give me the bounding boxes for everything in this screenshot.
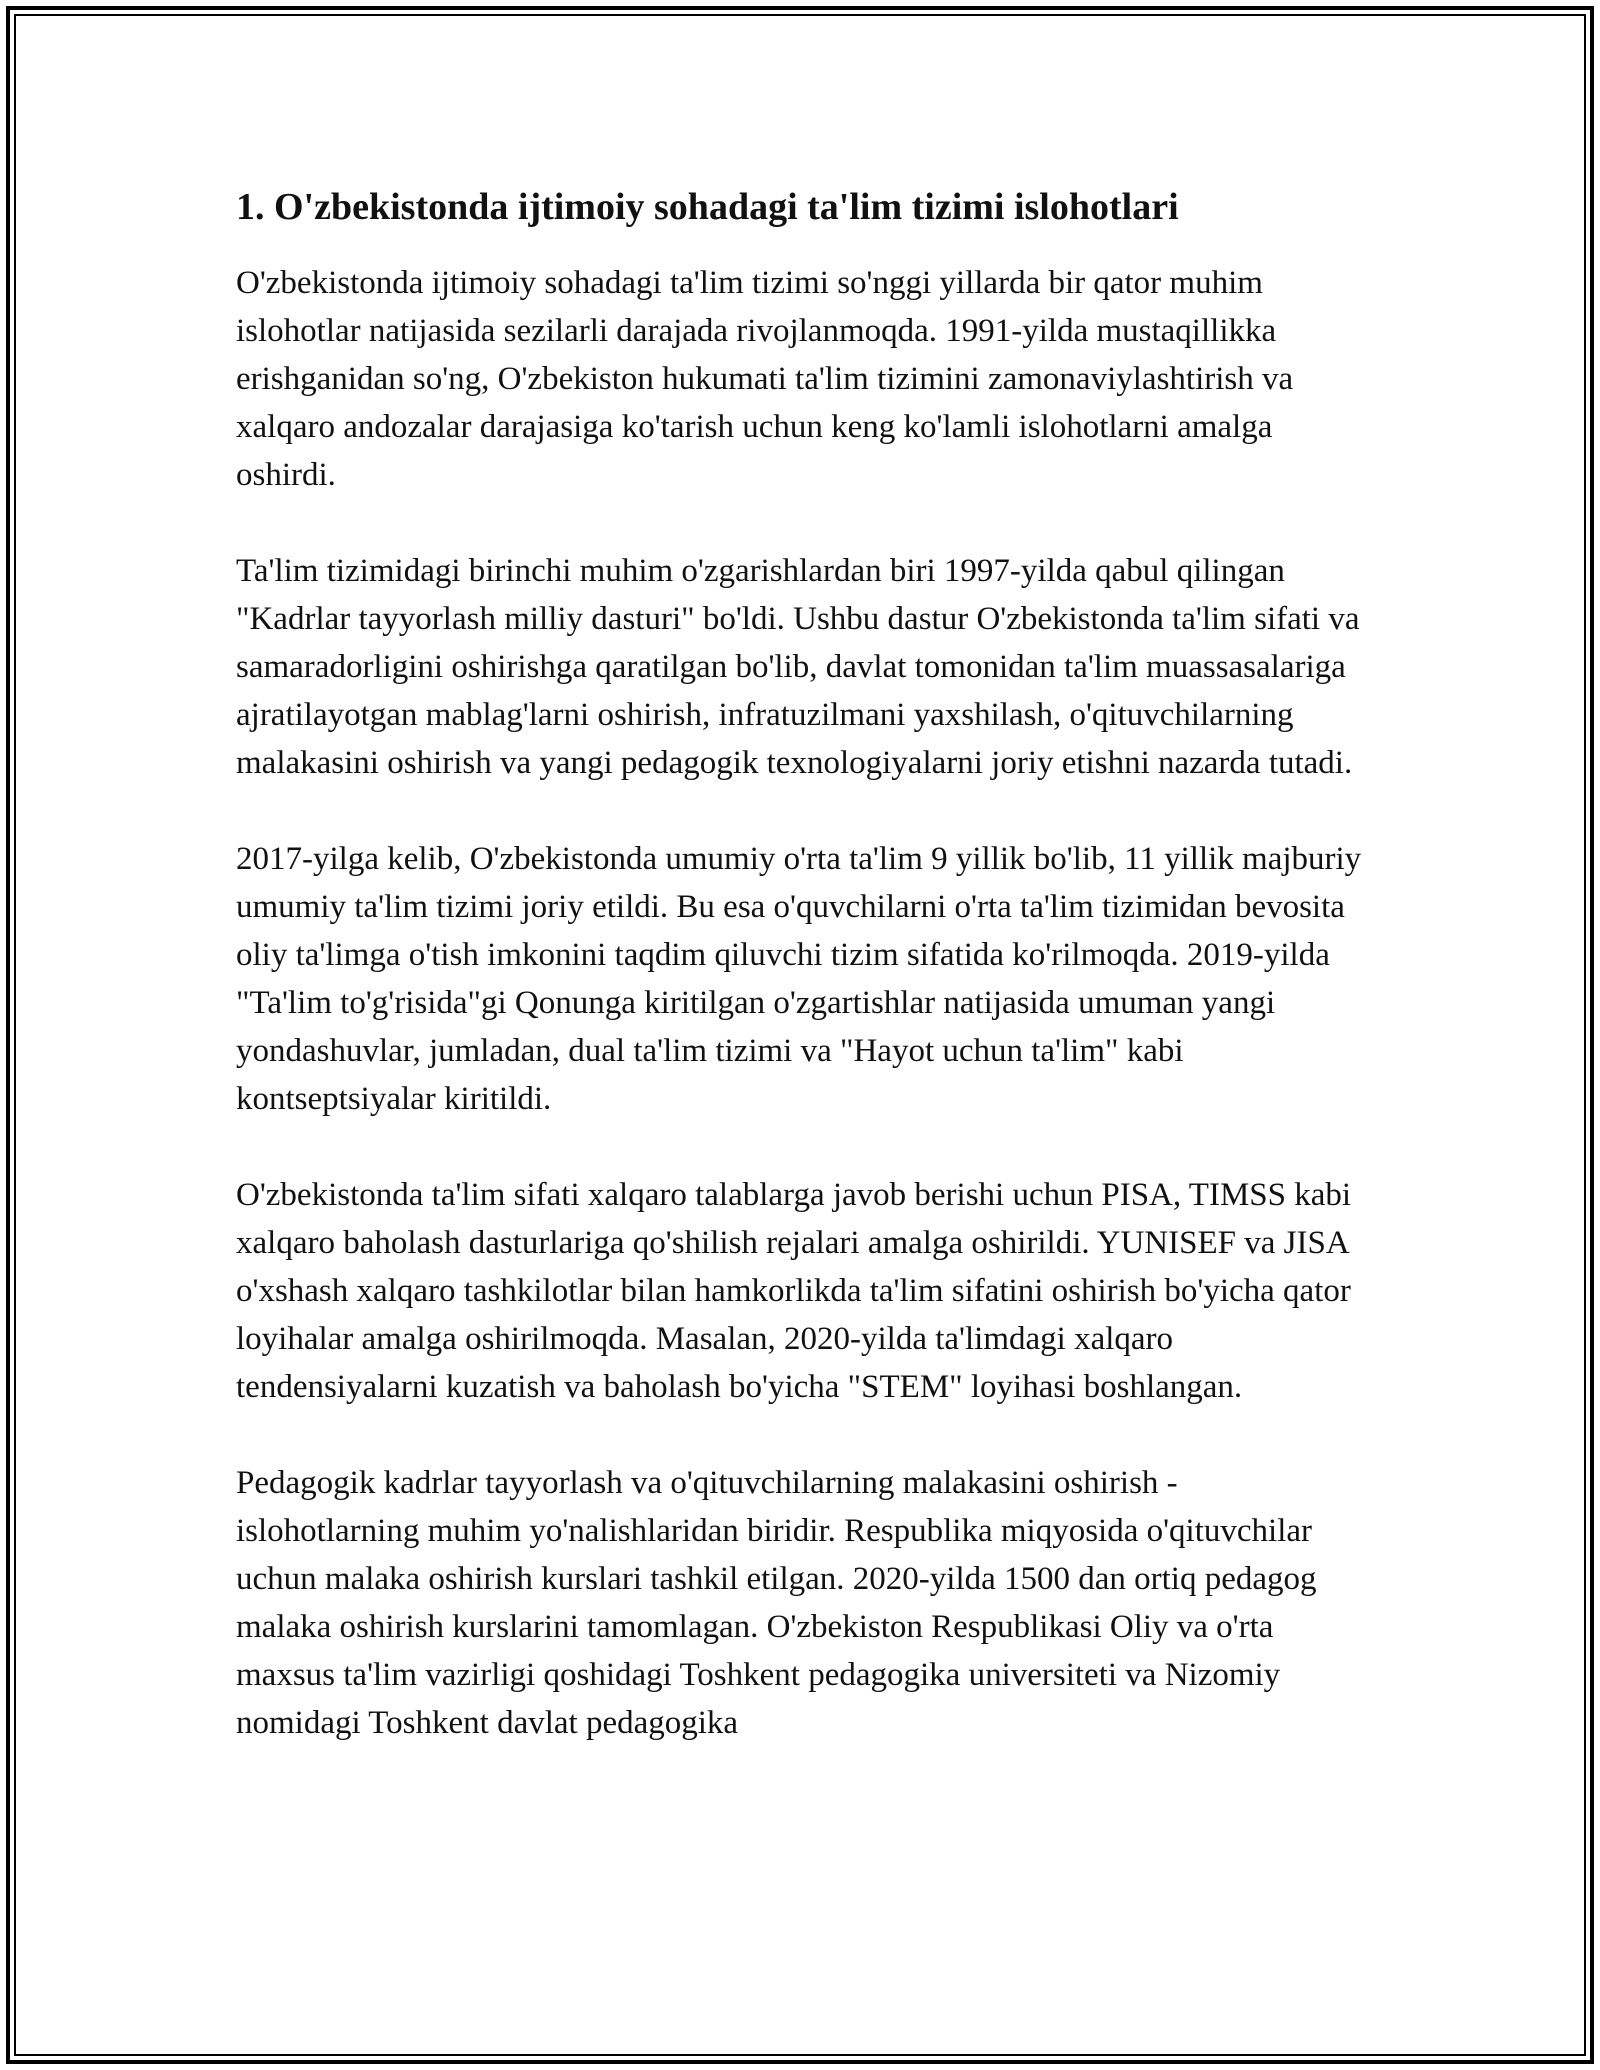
document-body	[236, 185, 1366, 1795]
paragraph-1: O'zbekistonda ijtimoiy sohadagi ta'lim tizimi so'nggi yillarda bir qator muhim islohotlar natijasida sezilarli darajada rivojlanmoqda. 1991-yilda mustaqillikka erishganidan so'ng, O'zbekiston hukumati ta'lim tizimini zamonaviylashtirish va xalqaro andozalar darajasiga ko'tarish uchun keng ko'lamli islohotlarni amalga oshirdi.	[236, 264, 1294, 493]
document-title: 1. O'zbekistonda ijtimoiy sohadagi ta'lim tizimi islohotlari	[236, 186, 1179, 228]
paragraph-2: Ta'lim tizimidagi birinchi muhim o'zgarishlardan biri 1997-yilda qabul qilingan "Kadrlar tayyorlash milliy dasturi" bo'ldi. Ushbu dastur O'zbekistonda ta'lim sifati va samaradorligini oshirishga qaratilgan bo'lib, davlat tomonidan ta'lim muassasalariga ajratilayotgan mablag'larni oshirish, infratuzilmani yaxshilash, o'qituvchilarning malakasini oshirish va yangi pedagogik texnologiyalarni joriy etishni nazarda tutadi.	[236, 552, 1360, 781]
paragraph-4: O'zbekistonda ta'lim sifati xalqaro talablarga javob berishi uchun PISA, TIMSS kabi xalqaro baholash dasturlariga qo'shilish rejalari amalga oshirildi. YUNISEF va JISA o'xshash xalqaro tashkilotlar bilan hamkorlikda ta'lim sifatini oshirish bo'yicha qator loyihalar amalga oshirilmoqda. Masalan, 2020-yilda ta'limdagi xalqaro tendensiyalarni kuzatish va baholash bo'yicha "STEM" loyihasi boshlangan.	[236, 1176, 1352, 1405]
paragraph-5: Pedagogik kadrlar tayyorlash va o'qituvchilarning malakasini oshirish - islohotlarning muhim yo'nalishlaridan biridir. Respublika miqyosida o'qituvchilar uchun malaka oshirish kurslari tashkil etilgan. 2020-yilda 1500 dan ortiq pedagog malaka oshirish kurslarini tamomlagan. O'zbekiston Respublikasi Oliy va o'rta maxsus ta'lim vazirligi qoshidagi Toshkent pedagogika universiteti va Nizomiy nomidagi Toshkent davlat pedagogika	[236, 1464, 1317, 1741]
paragraph-3: 2017-yilga kelib, O'zbekistonda umumiy o'rta ta'lim 9 yillik bo'lib, 11 yillik majburiy umumiy ta'lim tizimi joriy etildi. Bu esa o'quvchilarni o'rta ta'lim tizimidan bevosita oliy ta'limga o'tish imkonini taqdim qiluvchi tizim sifatida ko'rilmoqda. 2019-yilda "Ta'lim to'g'risida"gi Qonunga kiritilgan o'zgartishlar natijasida umuman yangi yondashuvlar, jumladan, dual ta'lim tizimi va "Hayot uchun ta'lim" kabi kontseptsiyalar kiritildi.	[236, 840, 1362, 1117]
